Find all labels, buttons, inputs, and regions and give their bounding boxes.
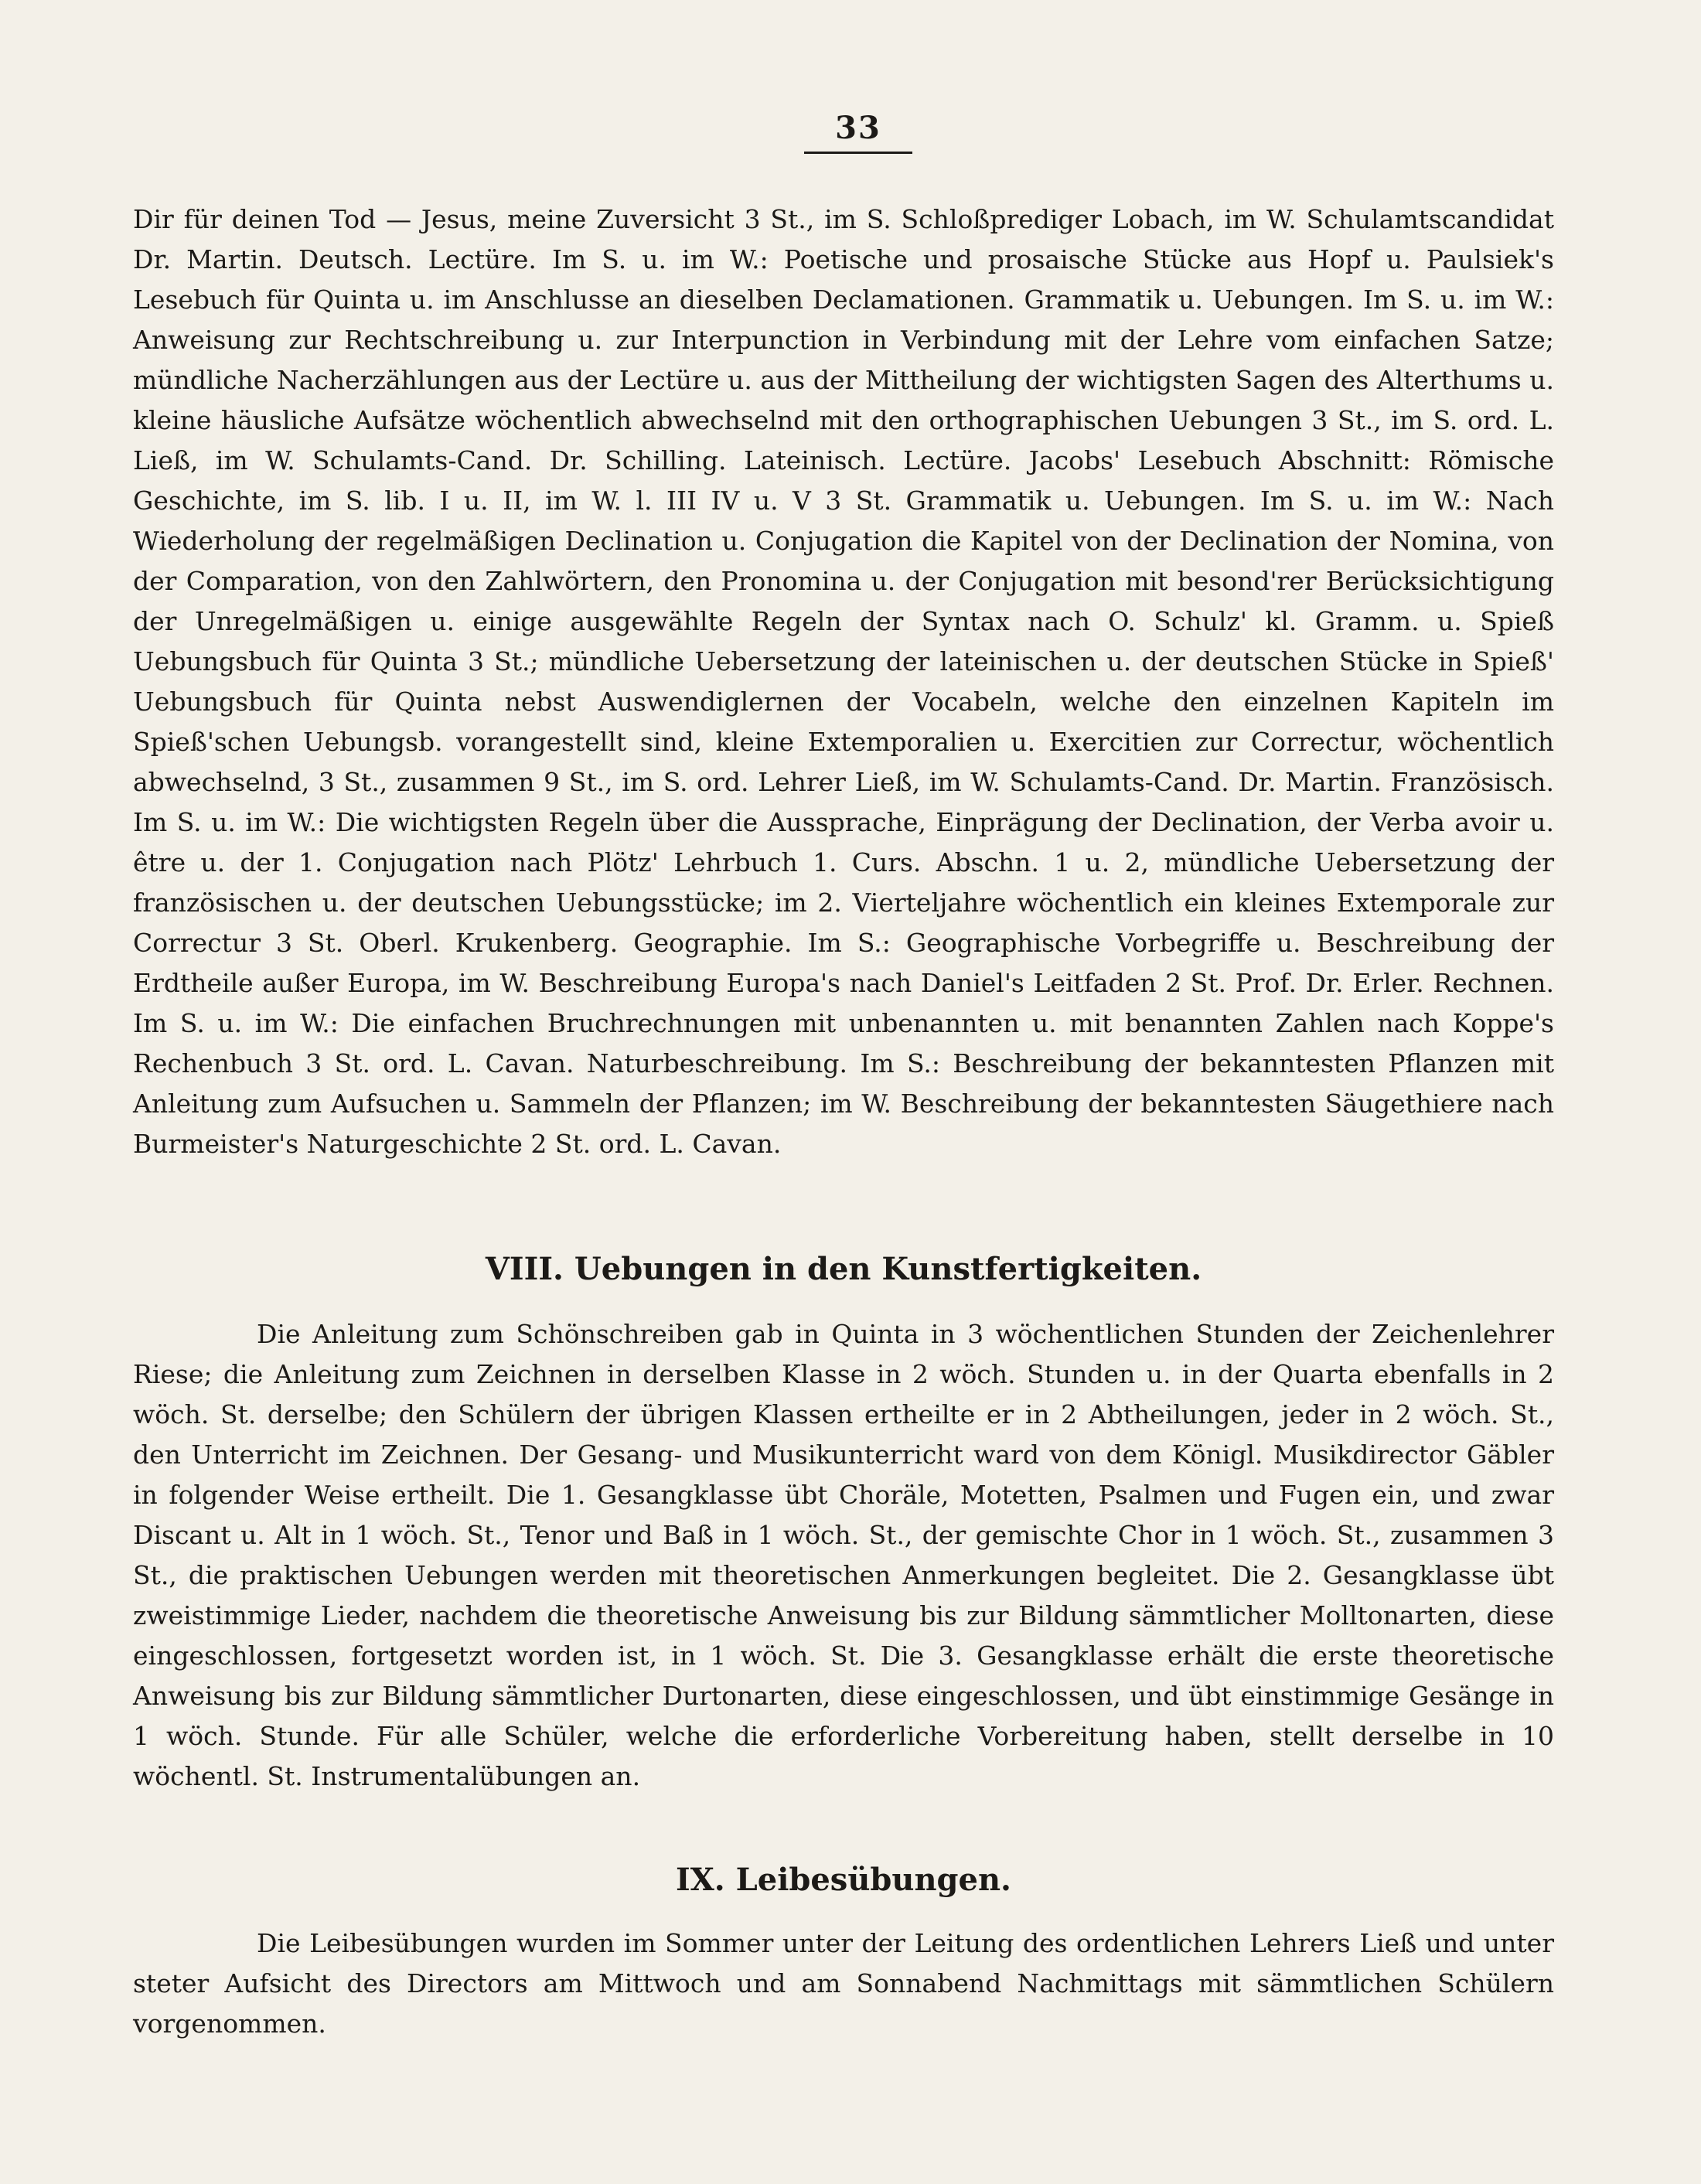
page-number-rule — [804, 152, 912, 154]
section-ix-paragraph: Die Leibesübungen wurden im Sommer unter der Leitung des ordentlichen Lehrers Ließ und unter steter Aufsicht des Directors am Mittwoch und am Sonnabend Nachmittags mit sämmtlichen Schülern vorgenommen. — [133, 1928, 1554, 2039]
section-ix-heading: IX. Leibesübungen. — [676, 1862, 1011, 1898]
curriculum-paragraph: Dir für deinen Tod — Jesus, meine Zuversicht 3 St., im S. Schloßprediger Lobach, im W. Schulamtscandidat Dr. Martin. Deutsch. Lectüre. Im S. u. im W.: Poetische und prosaische Stücke aus Hopf u. Paulsiek's Lesebuch für Quinta u. im Anschlusse an dieselben Declamationen. Grammatik u. Uebungen. Im S. u. im W.: Anweisung zur Rechtschreibung u. zur Interpunction in Verbindung mit der Lehre vom einfachen Satze; mündliche Nacherzählungen aus der Lectüre u. aus der Mittheilung der wichtigsten Sagen des Alterthums u. kleine häusliche Aufsätze wöchentlich abwechselnd mit den orthographischen Uebungen 3 St., im S. ord. L. Ließ, im W. Schulamts-Cand. Dr. Schilling. Lateinisch. Lectüre. Jacobs' Lesebuch Abschnitt: Römische Geschichte, im S. lib. I u. II, im W. l. III IV u. V 3 St. Grammatik u. Uebungen. Im S. u. im W.: Nach Wiederholung der regelmäßigen Declination u. Conjugation die Kapitel von der Declination der Nomina, von der Comparation, von den Zahlwörtern, den Pronomina u. der Conjugation mit besond'rer Berücksichtigung der Unregelmäßigen u. einige ausgewählte Regeln der Syntax nach O. Schulz' kl. Gramm. u. Spieß Uebungsbuch für Quinta 3 St.; mündliche Uebersetzung der lateinischen u. der deutschen Stücke in Spieß' Uebungsbuch für Quinta nebst Auswendiglernen der Vocabeln, welche den einzelnen Kapiteln im Spieß'schen Uebungsb. vorangestellt sind, kleine Extemporalien u. Exercitien zur Correctur, wöchentlich abwechselnd, 3 St., zusammen 9 St., im S. ord. Lehrer Ließ, im W. Schulamts-Cand. Dr. Martin. Französisch. Im S. u. im W.: Die wichtigsten Regeln über die Aussprache, Einprägung der Declination, der Verba avoir u. être u. der 1. Conjugation nach Plötz' Lehrbuch 1. Curs. Abschn. 1 u. 2, mündliche Uebersetzung der französischen u. der deutschen Uebungsstücke; im 2. Vierteljahre wöchentlich ein kleines Extemporale zur Correctur 3 St. Oberl. Krukenberg. Geographie. Im S.: Geographische Vorbegriffe u. Beschreibung der Erdtheile außer Europa, im W. Beschreibung Europa's nach Daniel's Leitfaden 2 St. Prof. Dr. Erler. Rechnen. Im S. u. im W.: Die einfachen Bruchrechnungen mit unbenannten u. mit benannten Zahlen nach Koppe's Rechenbuch 3 St. ord. L. Cavan. Naturbeschreibung. Im S.: Beschreibung der bekanntesten Pflanzen mit Anleitung zum Aufsuchen u. Sammeln der Pflanzen; im W. Beschreibung der bekanntesten Säugethiere nach Burmeister's Naturgeschichte 2 St. ord. L. Cavan. — [133, 204, 1554, 1159]
section-viii-paragraph: Die Anleitung zum Schönschreiben gab in Quinta in 3 wöchentlichen Stunden der Zeichenlehrer Riese; die Anleitung zum Zeichnen in derselben Klasse in 2 wöch. Stunden u. in der Quarta ebenfalls in 2 wöch. St. derselbe; den Schülern der übrigen Klassen ertheilte er in 2 Abtheilungen, jeder in 2 wöch. St., den Unterricht im Zeichnen. Der Gesang- und Musikunterricht ward von dem Königl. Musikdirector Gäbler in folgender Weise ertheilt. Die 1. Gesangklasse übt Choräle, Motetten, Psalmen und Fugen ein, und zwar Discant u. Alt in 1 wöch. St., Tenor und Baß in 1 wöch. St., der gemischte Chor in 1 wöch. St., zusammen 3 St., die praktischen Uebungen werden mit theoretischen Anmerkungen begleitet. Die 2. Gesangklasse übt zweistimmige Lieder, nachdem die theoretische Anweisung bis zur Bildung sämmtlicher Molltonarten, diese eingeschlossen, fortgesetzt worden ist, in 1 wöch. St. Die 3. Gesangklasse erhält die erste theoretische Anweisung bis zur Bildung sämmtlicher Durtonarten, diese eingeschlossen, und übt einstimmige Gesänge in 1 wöch. Stunde. Für alle Schüler, welche die erforderliche Vorbereitung haben, stellt derselbe in 10 wöchentl. St. Instrumentalübungen an. — [133, 1319, 1554, 1791]
page-number: 33 — [835, 110, 881, 146]
section-viii-heading: VIII. Uebungen in den Kunstfertigkeiten. — [485, 1251, 1202, 1287]
page-header — [804, 108, 912, 154]
